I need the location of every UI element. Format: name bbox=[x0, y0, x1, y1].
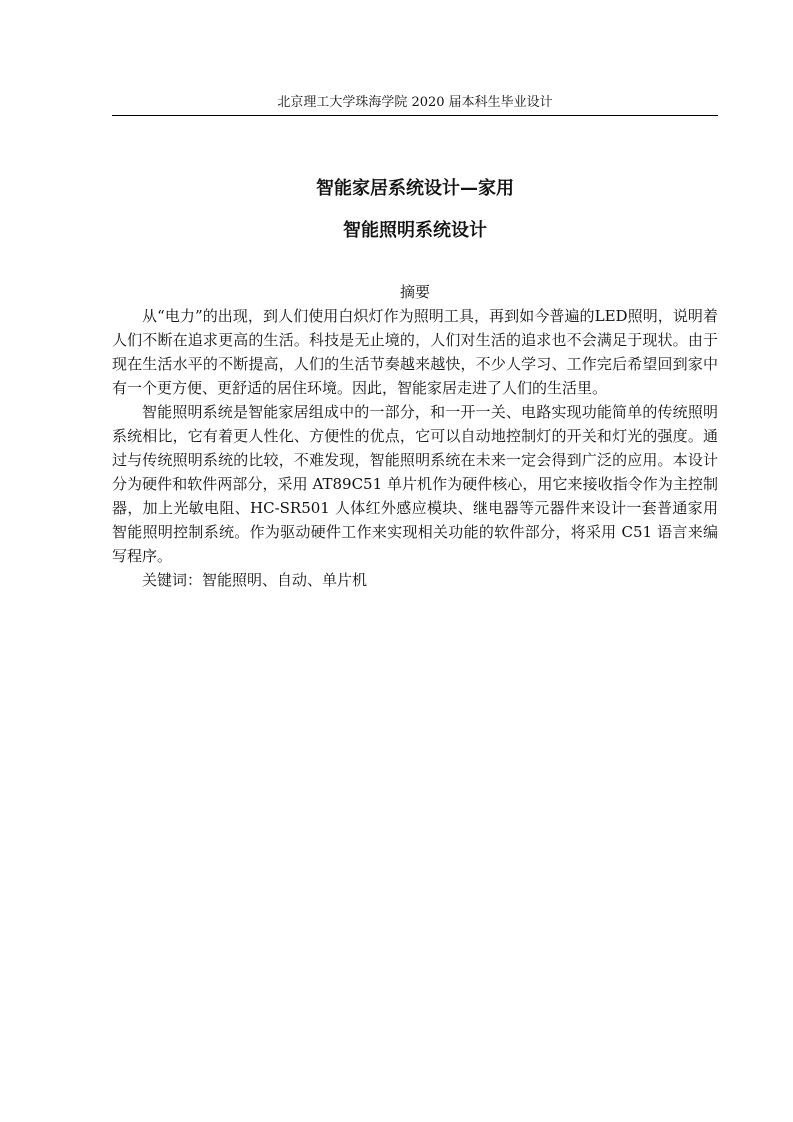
thesis-title-line-2: 智能照明系统设计 bbox=[343, 220, 487, 241]
abstract-paragraph-2: 智能照明系统是智能家居组成中的一部分，和一开一关、电路实现功能简单的传统照明系统相比，它有着更人性化、方便性的优点，它可以自动地控制灯的开关和灯光的强度。通过与传统照明系统的比较，不难发现，智能照明系统在未来一定会得到广泛的应用。本设计分为硬件和软件两部分，采用 AT89C51 单片机作为硬件核心，用它来接收指令作为主控制器，加上光敏电阻、HC-SR501 人体红外感应模块、继电器等元器件来设计一套普通家用智能照明控制系统。作为驱动硬件工作来实现相关功能的软件部分，将采用 C51 语言来编写程序。 bbox=[112, 403, 718, 565]
running-header: 北京理工大学珠海学院 2020 届本科生毕业设计 bbox=[277, 95, 553, 110]
abstract-body bbox=[112, 304, 718, 592]
keywords-line: 关键词：智能照明、自动、单片机 bbox=[142, 571, 368, 589]
abstract-heading: 摘要 bbox=[399, 283, 430, 301]
header-rule bbox=[112, 115, 718, 116]
abstract-paragraph-1: 从“电力”的出现，到人们使用白炽灯作为照明工具，再到如今普遍的LED照明，说明着人们不断在追求更高的生活。科技是无止境的，人们对生活的追求也不会满足于现状。由于现在生活水平的不断提高，人们的生活节奏越来越快，不少人学习、工作完后希望回到家中有一个更方便、更舒适的居住环境。因此，智能家居走进了人们的生活里。 bbox=[112, 307, 718, 397]
thesis-title-line-1: 智能家居系统设计—家用 bbox=[316, 178, 514, 199]
